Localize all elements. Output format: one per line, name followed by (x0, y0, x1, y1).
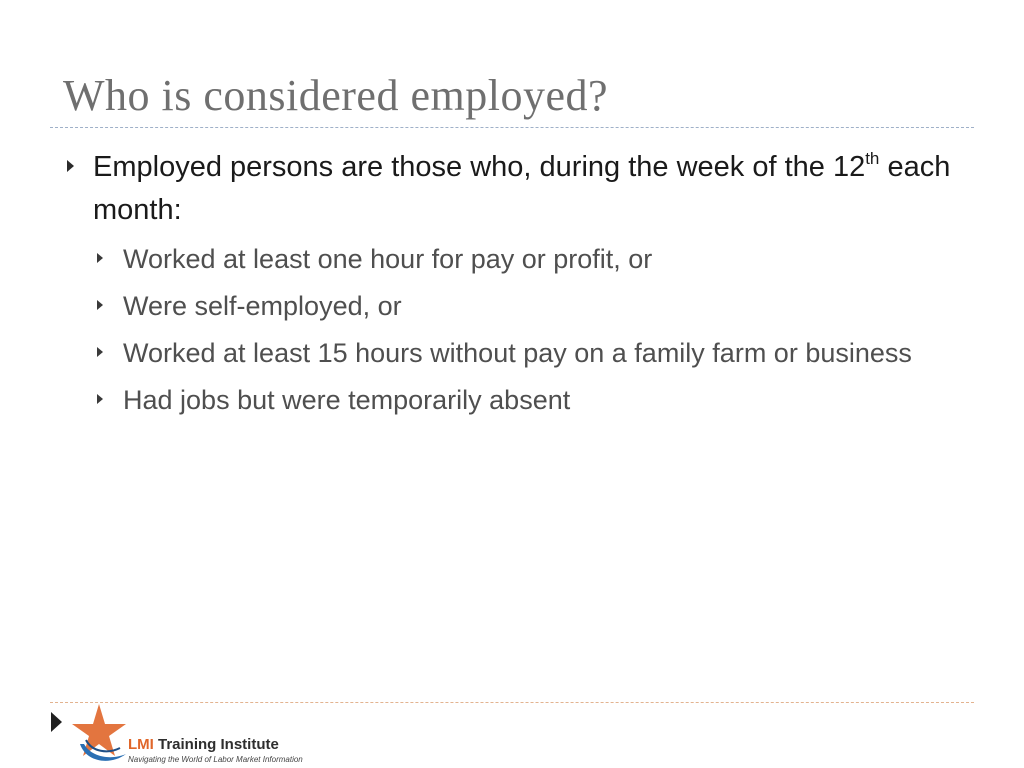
title-divider (50, 127, 974, 128)
sub-bullet-text: Had jobs but were temporarily absent (123, 385, 571, 415)
logo-tagline: Navigating the World of Labor Market Information (128, 755, 303, 764)
sub-bullet-text: Were self-employed, or (123, 291, 402, 321)
sub-bullet-text: Worked at least one hour for pay or profit, or (123, 244, 653, 274)
logo-name-accent: LMI (128, 736, 154, 753)
sub-bullet-text: Worked at least 15 hours without pay on a family farm or business (123, 338, 912, 368)
bullet-triangle-icon (97, 347, 103, 357)
sub-bullet-item (93, 334, 913, 372)
logo-name-rest: Training Institute (153, 736, 279, 753)
sub-bullet-list (93, 240, 913, 428)
main-bullet-superscript: th (865, 149, 880, 168)
main-bullet-text-end: each month: (93, 151, 951, 226)
bullet-triangle-icon (97, 253, 103, 263)
sub-bullet-item (93, 287, 913, 325)
star-swoosh-icon (72, 700, 132, 766)
slide-title: Who is considered employed? (63, 71, 609, 120)
bullet-triangle-icon (97, 300, 103, 310)
logo-name (128, 736, 279, 753)
sub-bullet-item (93, 381, 913, 419)
main-bullet-text: Employed persons are those who, during the week of the 12 (93, 151, 866, 183)
bullet-triangle-icon (67, 160, 74, 172)
bullet-triangle-icon (97, 394, 103, 404)
sub-bullet-item (93, 240, 913, 278)
lmi-logo (72, 700, 303, 766)
main-bullet-list (63, 146, 963, 232)
next-slide-icon[interactable] (51, 712, 62, 732)
main-bullet (63, 146, 963, 232)
